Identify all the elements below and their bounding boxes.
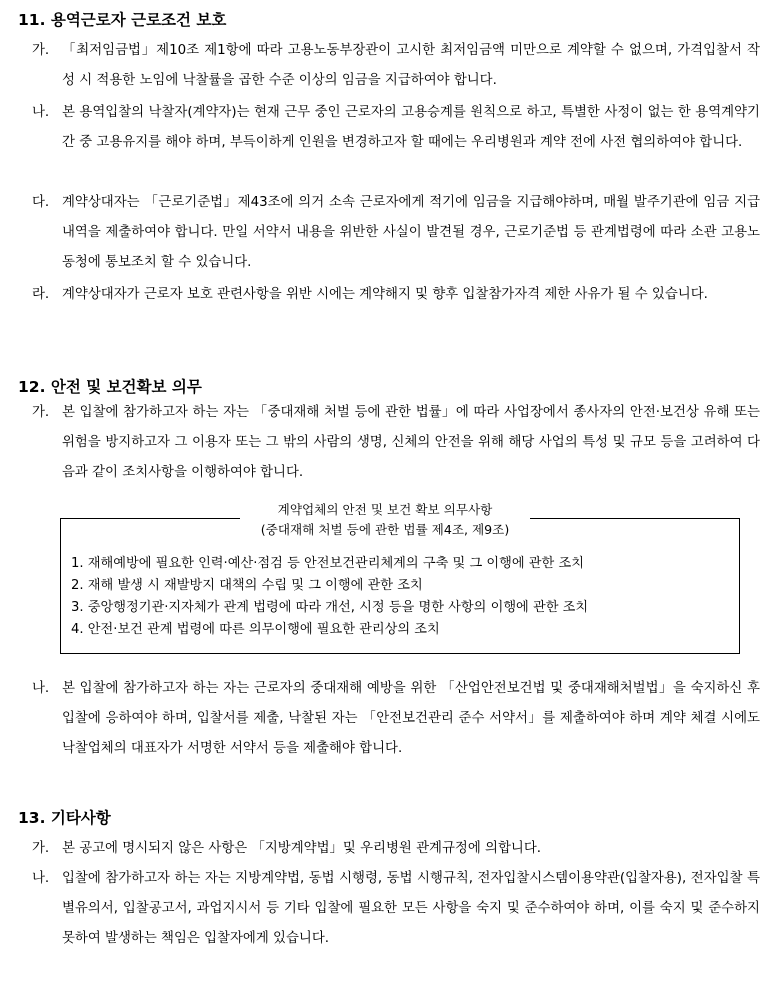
list-item [32,98,760,158]
item-text: 본 입찰에 참가하고자 하는 자는 「중대재해 처벌 등에 관한 법률」에 따라 사업장에서 종사자의 안전·보건상 유해 또는 위험을 방지하고자 그 이용자 또는 그 밖의 사람의 생명, 신체의 안전을 위해 해당 사업의 특성 및 규모 등을 고려하여 다음과 같이 조치사항을 이행하여야 합니다. [62,405,760,480]
list-item [32,864,760,954]
item-text: 계약상대자가 근로자 보호 관련사항을 위반 시에는 계약해지 및 향후 입찰참가자격 제한 사유가 될 수 있습니다. [62,287,708,302]
list-item [32,36,760,96]
item-mark: 라. [32,287,50,302]
item-mark: 나. [32,871,50,886]
list-item [32,280,760,310]
box-heading [240,500,530,540]
item-mark: 다. [32,195,50,210]
item-text: 「최저임금법」제10조 제1항에 따라 고용노동부장관이 고시한 최저임금액 미만으로 계약할 수 없으며, 가격입찰서 작성 시 적용한 노임에 낙찰률을 곱한 수준 이상의 임금을 지급하여야 합니다. [62,43,760,88]
obligation-item: 3. 중앙행정기관·지자체가 관계 법령에 따라 개선, 시정 등을 명한 사항의 이행에 관한 조치 [71,600,589,615]
obligations-list [71,553,735,641]
item-text: 본 입찰에 참가하고자 하는 자는 근로자의 중대재해 예방을 위한 「산업안전보건법 및 중대재해처벌법」을 숙지하신 후 입찰에 응하여야 하며, 입찰서를 제출, 낙찰된 자는 「안전보건관리 준수 서약서」를 제출하여야 하며 계약 체결 시에도 낙찰업체의 대표자가 서명한 서약서 등을 제출해야 합니다. [62,681,760,756]
section-title-13: 13. 기타사항 [18,809,111,827]
list-item [32,188,760,278]
section-title-11: 11. 용역근로자 근로조건 보호 [18,11,227,29]
item-mark: 가. [32,405,50,420]
item-text: 입찰에 참가하고자 하는 자는 지방계약법, 동법 시행령, 동법 시행규칙, 전자입찰시스템이용약관(입찰자용), 전자입찰 특별유의서, 입찰공고서, 과업지시서 등 기타 입찰에 필요한 모든 사항을 숙지 및 준수하여야 하며, 이를 숙지 및 준수하지 못하여 발생하는 책임은 입찰자에게 있습니다. [62,871,760,946]
item-mark: 가. [32,841,50,856]
item-text: 본 용역입찰의 낙찰자(계약자)는 현재 근무 중인 근로자의 고용승계를 원칙으로 하고, 특별한 사정이 없는 한 용역계약기간 중 고용유지를 해야 하며, 부득이하게 인원을 변경하고자 할 때에는 우리병원과 계약 전에 사전 협의하여야 합니다. [62,105,760,150]
box-heading-line1: 계약업체의 안전 및 보건 확보 의무사항 [277,502,493,517]
list-item [32,674,760,764]
list-item [32,398,760,488]
section-title-12: 12. 안전 및 보건확보 의무 [18,378,202,396]
obligation-item: 2. 재해 발생 시 재발방지 대책의 수립 및 그 이행에 관한 조치 [71,578,423,593]
item-text: 계약상대자는 「근로기준법」제43조에 의거 소속 근로자에게 적기에 임금을 지급해야하며, 매월 발주기관에 임금 지급내역을 제출하여야 합니다. 만일 서약서 내용을 위반한 사실이 발견될 경우, 근로기준법 등 관계법령에 따라 소관 고용노동청에 통보조치 할 수 있습니다. [62,195,760,270]
item-mark: 나. [32,105,50,120]
item-mark: 가. [32,43,50,58]
obligation-item: 1. 재해예방에 필요한 인력·예산·점검 등 안전보건관리체계의 구축 및 그 이행에 관한 조치 [71,556,584,571]
obligation-item: 4. 안전·보건 관계 법령에 따른 의무이행에 필요한 관리상의 조치 [71,622,440,637]
item-text: 본 공고에 명시되지 않은 사항은 「지방계약법」및 우리병원 관계규정에 의합니다. [62,841,542,856]
list-item [32,834,760,864]
box-heading-line2: (중대재해 처벌 등에 관한 법률 제4조, 제9조) [260,522,510,537]
item-mark: 나. [32,681,50,696]
